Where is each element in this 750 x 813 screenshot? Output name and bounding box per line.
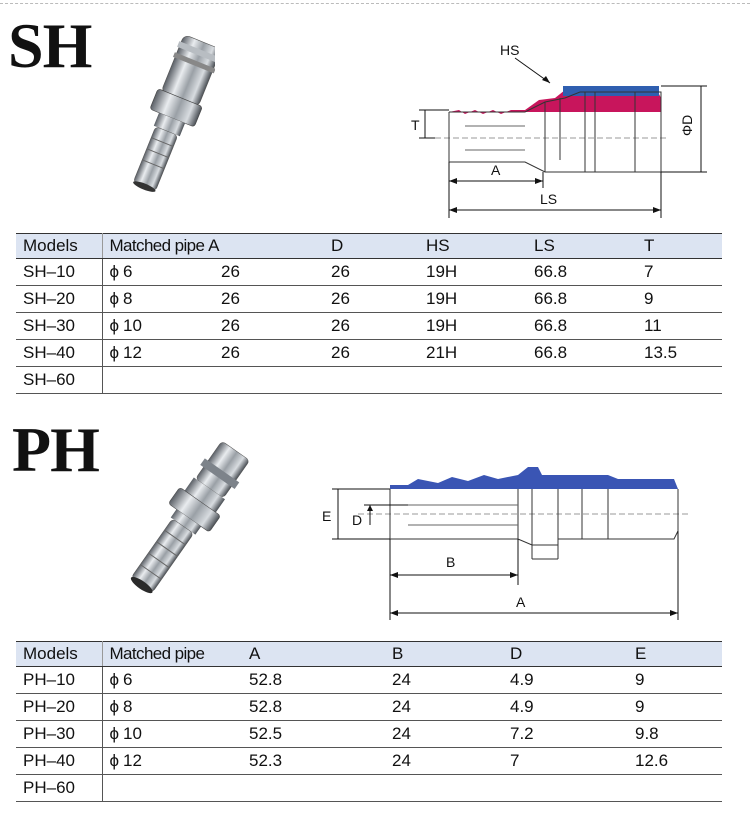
d-cell: 26 bbox=[324, 259, 419, 286]
ph-table-header-row bbox=[16, 642, 722, 667]
ph-header-a: A bbox=[242, 642, 385, 667]
a-cell: 52.3 bbox=[242, 748, 385, 775]
d-cell: 26 bbox=[324, 286, 419, 313]
sh-header-models: Models bbox=[16, 234, 102, 259]
a-cell: 26 bbox=[214, 286, 324, 313]
a-cell: 52.5 bbox=[242, 721, 385, 748]
ls-cell: 66.8 bbox=[527, 340, 637, 367]
hs-cell: 19H bbox=[419, 313, 527, 340]
ph-title: PH bbox=[12, 414, 99, 485]
hs-cell: 21H bbox=[419, 340, 527, 367]
pipe-cell: ϕ 10 bbox=[102, 721, 242, 748]
sh-label-t: T bbox=[411, 117, 420, 133]
hs-cell: 19H bbox=[419, 259, 527, 286]
model-cell: SH–20 bbox=[16, 286, 102, 313]
e-cell: 9 bbox=[628, 667, 722, 694]
sh-label-hs: HS bbox=[500, 42, 520, 58]
ph-label-b: B bbox=[446, 554, 456, 570]
sh-dimension-diagram bbox=[405, 38, 725, 223]
ph-dimension-diagram bbox=[318, 455, 688, 625]
model-cell: SH–60 bbox=[16, 367, 102, 394]
b-cell: 24 bbox=[385, 667, 503, 694]
table-row bbox=[16, 694, 722, 721]
empty-cell bbox=[102, 775, 722, 802]
table-row bbox=[16, 775, 722, 802]
ph-header-e: E bbox=[628, 642, 722, 667]
a-cell: 26 bbox=[214, 313, 324, 340]
a-cell: 52.8 bbox=[242, 667, 385, 694]
b-cell: 24 bbox=[385, 694, 503, 721]
a-cell: 26 bbox=[214, 259, 324, 286]
ph-label-a: A bbox=[516, 594, 526, 610]
t-cell: 7 bbox=[637, 259, 722, 286]
b-cell: 24 bbox=[385, 721, 503, 748]
t-cell: 13.5 bbox=[637, 340, 722, 367]
model-cell: PH–10 bbox=[16, 667, 102, 694]
sh-spec-table bbox=[16, 233, 722, 394]
t-cell: 9 bbox=[637, 286, 722, 313]
table-row bbox=[16, 667, 722, 694]
a-cell: 52.8 bbox=[242, 694, 385, 721]
e-cell: 9 bbox=[628, 694, 722, 721]
ph-plug-photo bbox=[105, 435, 265, 615]
ph-header-b: B bbox=[385, 642, 503, 667]
table-row bbox=[16, 313, 722, 340]
sh-header-matched-pipe-a bbox=[102, 234, 324, 259]
table-row bbox=[16, 340, 722, 367]
d-cell: 26 bbox=[324, 313, 419, 340]
sh-table-header-row bbox=[16, 234, 722, 259]
ls-cell: 66.8 bbox=[527, 313, 637, 340]
model-cell: PH–40 bbox=[16, 748, 102, 775]
d-cell: 4.9 bbox=[503, 694, 628, 721]
model-cell: SH–10 bbox=[16, 259, 102, 286]
sh-header-t: T bbox=[637, 234, 722, 259]
model-cell: SH–30 bbox=[16, 313, 102, 340]
hs-cell: 19H bbox=[419, 286, 527, 313]
ph-header-d: D bbox=[503, 642, 628, 667]
sh-header-hs: HS bbox=[419, 234, 527, 259]
sh-title: SH bbox=[8, 10, 92, 81]
model-cell: PH–20 bbox=[16, 694, 102, 721]
pipe-cell: ϕ 12 bbox=[102, 340, 214, 367]
sh-header-a: A bbox=[208, 236, 220, 255]
sh-label-phi-d: ΦD bbox=[679, 114, 695, 136]
top-divider bbox=[0, 3, 750, 4]
pipe-cell: ϕ 8 bbox=[102, 286, 214, 313]
model-cell: PH–60 bbox=[16, 775, 102, 802]
sh-header-matched-pipe: Matched pipe bbox=[109, 236, 205, 255]
e-cell: 12.6 bbox=[628, 748, 722, 775]
ls-cell: 66.8 bbox=[527, 259, 637, 286]
ph-header-matched-pipe: Matched pipe bbox=[102, 642, 242, 667]
a-cell: 26 bbox=[214, 340, 324, 367]
model-cell: SH–40 bbox=[16, 340, 102, 367]
sh-header-d: D bbox=[324, 234, 419, 259]
sh-label-ls: LS bbox=[540, 191, 558, 207]
d-cell: 4.9 bbox=[503, 667, 628, 694]
b-cell: 24 bbox=[385, 748, 503, 775]
table-row bbox=[16, 259, 722, 286]
pipe-cell: ϕ 6 bbox=[102, 259, 214, 286]
e-cell: 9.8 bbox=[628, 721, 722, 748]
table-row bbox=[16, 367, 722, 394]
table-row bbox=[16, 286, 722, 313]
d-cell: 7 bbox=[503, 748, 628, 775]
t-cell: 11 bbox=[637, 313, 722, 340]
model-cell: PH–30 bbox=[16, 721, 102, 748]
pipe-cell: ϕ 8 bbox=[102, 694, 242, 721]
ls-cell: 66.8 bbox=[527, 286, 637, 313]
ph-label-e: E bbox=[322, 508, 332, 524]
table-row bbox=[16, 721, 722, 748]
sh-coupler-photo bbox=[115, 35, 215, 200]
d-cell: 26 bbox=[324, 340, 419, 367]
sh-header-ls: LS bbox=[527, 234, 637, 259]
pipe-cell: ϕ 12 bbox=[102, 748, 242, 775]
pipe-cell: ϕ 6 bbox=[102, 667, 242, 694]
ph-spec-table bbox=[16, 641, 722, 802]
table-row bbox=[16, 748, 722, 775]
empty-cell bbox=[102, 367, 722, 394]
ph-header-models: Models bbox=[16, 642, 102, 667]
d-cell: 7.2 bbox=[503, 721, 628, 748]
pipe-cell: ϕ 10 bbox=[102, 313, 214, 340]
sh-label-a: A bbox=[491, 162, 501, 178]
ph-label-d: D bbox=[352, 512, 363, 528]
